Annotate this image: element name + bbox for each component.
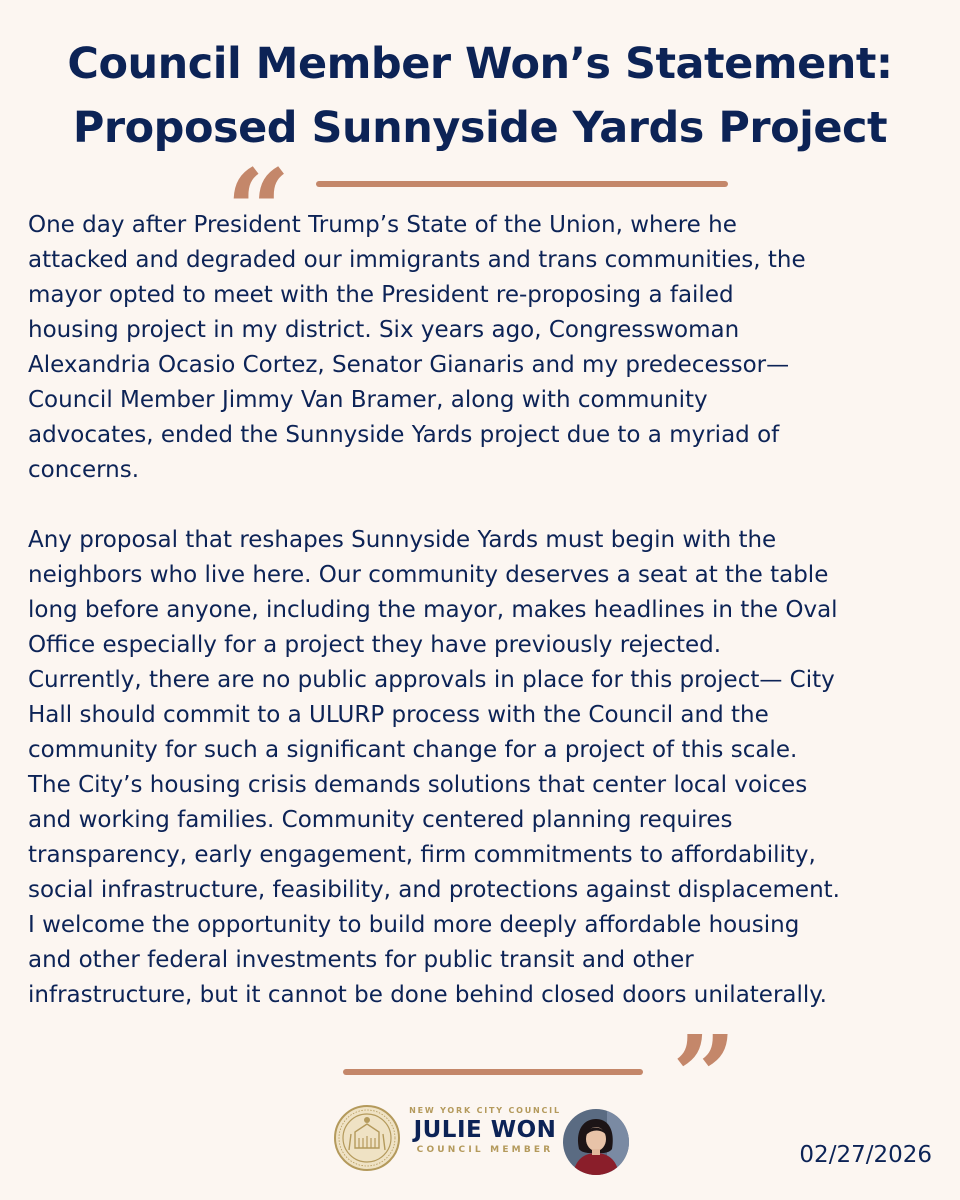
text-line: community for such a significant change for a project of this scale. [28, 737, 798, 763]
text-line: Office especially for a project they have previously rejected. [28, 632, 722, 658]
text-line: social infrastructure, feasibility, and protections against displacement. [28, 877, 840, 903]
text-line: advocates, ended the Sunnyside Yards project due to a myriad of [28, 422, 780, 448]
bottom-divider [343, 1069, 643, 1075]
statement-body [28, 208, 948, 1013]
logo-name: JULIE WON [413, 1117, 557, 1143]
text-line: concerns. [28, 457, 140, 483]
text-line: and working families. Community centered planning requires [28, 807, 733, 833]
statement-date: 02/27/2026 [799, 1142, 932, 1168]
text-line: Hall should commit to a ULURP process with the Council and the [28, 702, 769, 728]
title-line-1: Council Member Won’s Statement: [67, 39, 893, 89]
text-line: Any proposal that reshapes Sunnyside Yards must begin with the [28, 527, 777, 553]
text-line: attacked and degraded our immigrants and trans communities, the [28, 247, 806, 273]
text-line: neighbors who live here. Our community deserves a seat at the table [28, 562, 829, 588]
text-line: mayor opted to meet with the President re-proposing a failed [28, 282, 734, 308]
nyc-council-seal-icon [333, 1104, 401, 1172]
text-line: Alexandria Ocasio Cortez, Senator Gianaris and my predecessor— [28, 352, 790, 378]
avatar [563, 1109, 629, 1175]
text-line: infrastructure, but it cannot be done behind closed doors unilaterally. [28, 982, 827, 1008]
close-quote-icon: ” [672, 1012, 737, 1143]
text-line: The City’s housing crisis demands solutions that center local voices [28, 772, 808, 798]
text-line: long before anyone, including the mayor, makes headlines in the Oval [28, 597, 838, 623]
paragraph-1 [28, 208, 948, 488]
open-quote-icon: “ [226, 146, 291, 277]
title-line-2: Proposed Sunnyside Yards Project [72, 103, 888, 153]
text-line: Currently, there are no public approvals in place for this project— City [28, 667, 835, 693]
logo-org: NEW YORK CITY COUNCIL [409, 1106, 561, 1115]
logo-role: COUNCIL MEMBER [416, 1145, 554, 1155]
paragraph-2 [28, 523, 948, 1013]
council-logo [405, 1106, 565, 1155]
text-line: One day after President Trump’s State of the Union, where he [28, 212, 737, 238]
text-line: housing project in my district. Six years ago, Congresswoman [28, 317, 740, 343]
top-divider [316, 181, 728, 187]
text-line: and other federal investments for public transit and other [28, 947, 694, 973]
text-line: transparency, early engagement, firm commitments to affordability, [28, 842, 816, 868]
text-line: Council Member Jimmy Van Bramer, along with community [28, 387, 708, 413]
text-line: I welcome the opportunity to build more deeply affordable housing [28, 912, 800, 938]
page-title [0, 32, 960, 160]
